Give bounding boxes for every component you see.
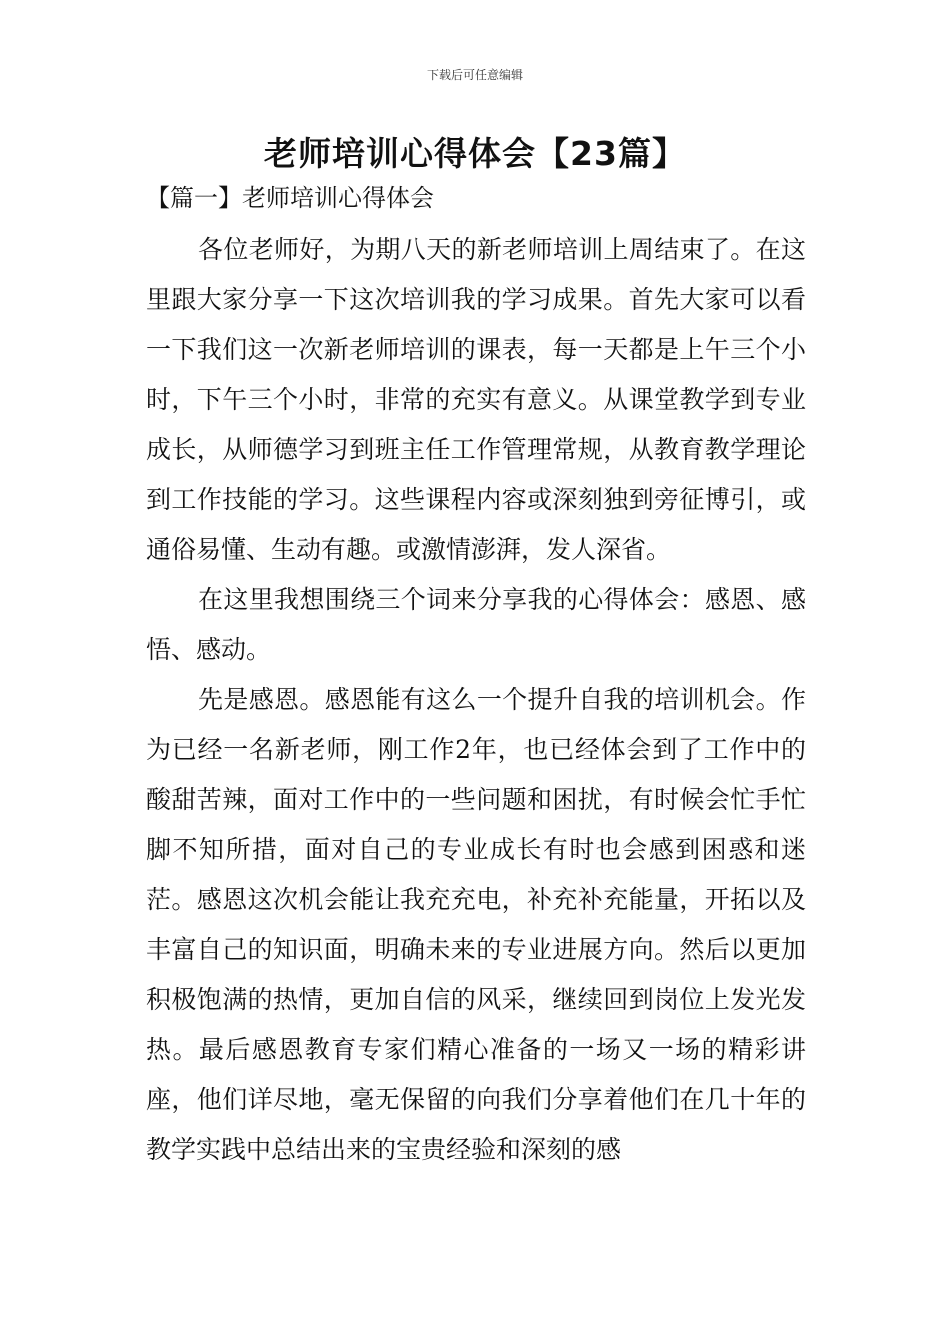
header-note: 下载后可任意编辑 <box>426 68 523 82</box>
document-title: 老师培训心得体会【23篇】 <box>264 134 686 173</box>
paragraph-3: 先是感恩。感恩能有这么一个提升自我的培训机会。作为已经一名新老师，刚工作2年，也已经体会到了工作中的酸甜苦辣，面对工作中的一些问题和困扰，有时候会忙手忙脚不知所措，面对自己的专业成长有时也会感到困惑和迷茫。感恩这次机会能让我充充电，补充补充能量，开拓以及丰富自己的知识面，明确未来的专业进展方向。然后以更加积极饱满的热情，更加自信的风采，继续回到岗位上发光发热。最后感恩教育专家们精心准备的一场又一场的精彩讲座，他们详尽地，毫无保留的向我们分享着他们在几十年的教学实践中总结出来的宝贵经验和深刻的感 <box>146 685 806 1164</box>
paragraph-1: 各位老师好，为期八天的新老师培训上周结束了。在这里跟大家分享一下这次培训我的学习成果。首先大家可以看一下我们这一次新老师培训的课表，每一天都是上午三个小时，下午三个小时，非常的充实有意义。从课堂教学到专业成长，从师德学习到班主任工作管理常规，从教育教学理论到工作技能的学习。这些课程内容或深刻独到旁征博引，或通俗易懂、生动有趣。或激情澎湃，发人深省。 <box>146 235 806 564</box>
document-body <box>146 225 806 1175</box>
paragraph-2: 在这里我想围绕三个词来分享我的心得体会：感恩、感悟、感动。 <box>146 585 806 664</box>
section-heading: 【篇一】老师培训心得体会 <box>146 184 434 212</box>
